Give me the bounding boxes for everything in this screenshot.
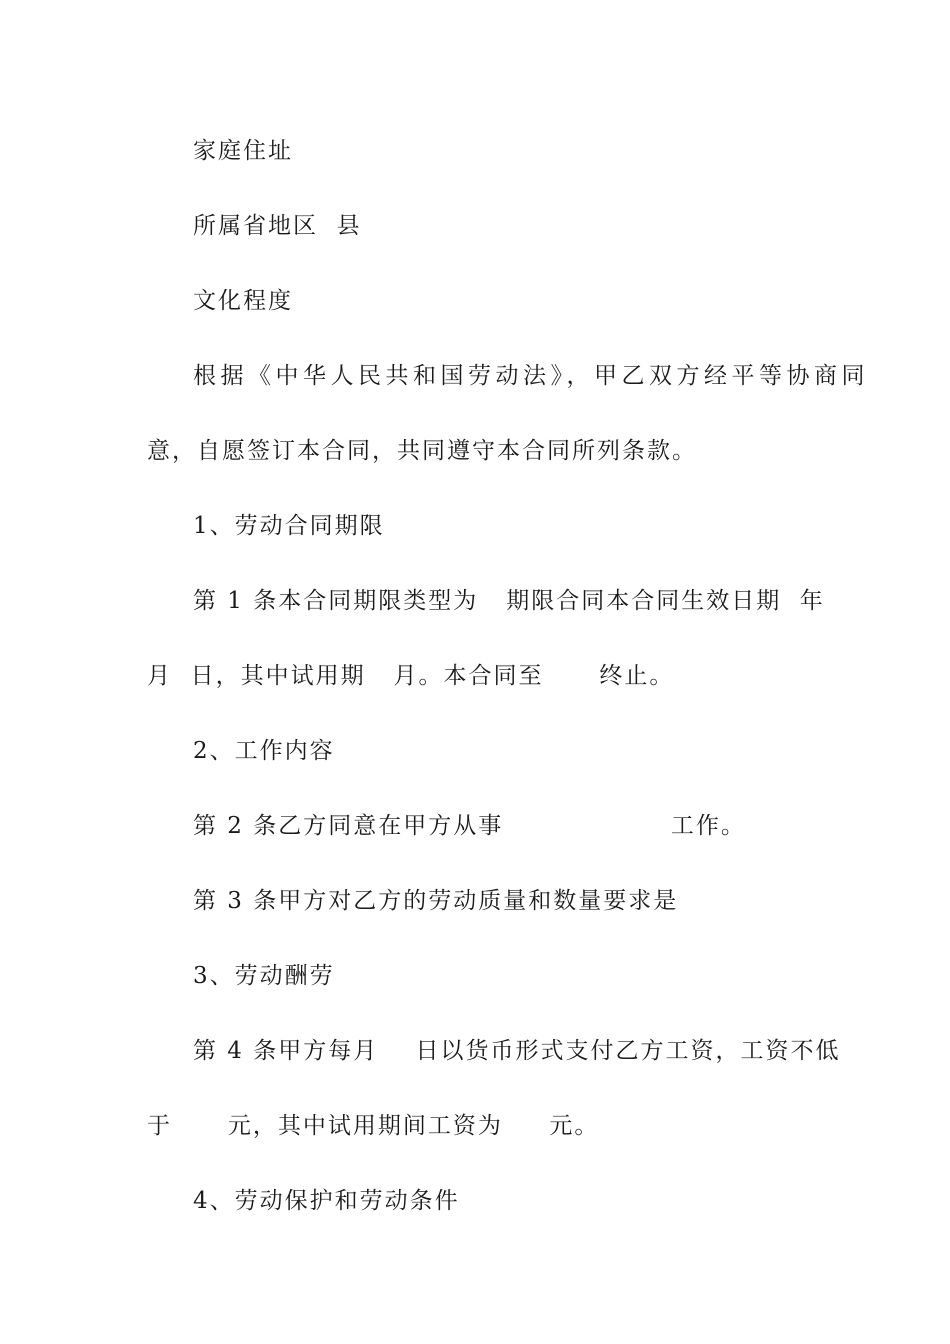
section-heading-contract-term: 1、劳动合同期限 (193, 513, 385, 539)
field-home-address: 家庭住址 (193, 138, 293, 164)
section-heading-work-content: 2、工作内容 (193, 738, 335, 764)
clause-4-line-2: 于 元，其中试用期间工资为 元。 (147, 1113, 600, 1139)
clause-4-line-1: 第 4 条甲方每月 日以货币形式支付乙方工资，工资不低 (193, 1038, 841, 1064)
section-heading-labor-protection: 4、劳动保护和劳动条件 (193, 1188, 460, 1214)
field-education-level: 文化程度 (193, 288, 293, 314)
field-province-region-county: 所属省地区 县 (193, 213, 362, 239)
paragraph-intro-line-1: 根据《中华人民共和国劳动法》，甲乙双方经平等协商同 (193, 363, 869, 389)
clause-1-line-2: 月 日，其中试用期 月。本合同至 终止。 (147, 663, 675, 689)
clause-3: 第 3 条甲方对乙方的劳动质量和数量要求是 (193, 888, 679, 914)
section-heading-remuneration: 3、劳动酬劳 (193, 963, 335, 989)
paragraph-intro-line-2: 意，自愿签订本合同，共同遵守本合同所列条款。 (147, 438, 697, 464)
clause-2: 第 2 条乙方同意在甲方从事 工作。 (193, 813, 746, 839)
clause-1-line-1: 第 1 条本合同期限类型为 期限合同本合同生效日期 年 (193, 588, 825, 614)
